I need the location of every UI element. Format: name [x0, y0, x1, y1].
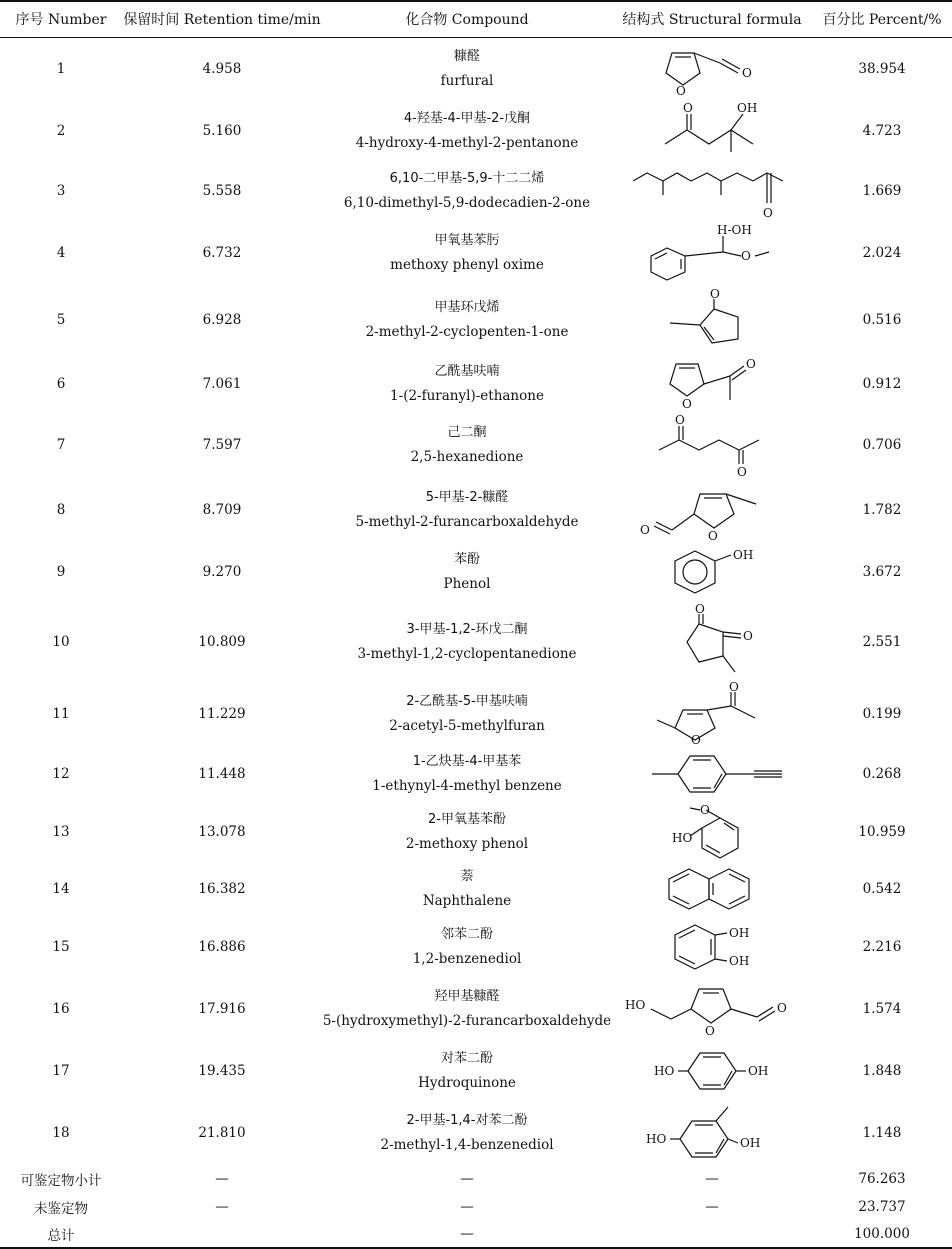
summary-structure [612, 1220, 812, 1248]
svg-text:HO: HO [646, 1132, 667, 1146]
structure-cell [612, 161, 812, 221]
svg-text:O: O [705, 1024, 715, 1038]
compound-name-en: 2-methyl-2-cyclopenten-1-one [365, 324, 569, 340]
compound-cell [322, 1041, 612, 1101]
compound-name-zh: 糠醛 [453, 49, 480, 65]
compound-name-en: 6,10-dimethyl-5,9-dodecadien-2-one [343, 195, 591, 211]
table-row [0, 161, 952, 221]
svg-text:O: O [742, 66, 752, 81]
compound-cell [322, 221, 612, 285]
retention-time: 7.061 [202, 376, 242, 392]
compound-cell [322, 37, 612, 101]
methylhydroquinone-structure-icon [622, 1103, 802, 1163]
row-number: 14 [52, 881, 70, 897]
svg-text:HO: HO [625, 998, 646, 1012]
compound-cell [322, 917, 612, 977]
table-row [0, 543, 952, 601]
table-row [0, 917, 952, 977]
table-row [0, 1101, 952, 1165]
compound-cell [322, 285, 612, 355]
retention-time: 16.382 [198, 881, 246, 897]
row-number: 12 [52, 766, 70, 782]
compound-name-zh: 4-羟基-4-甲基-2-戊酮 [403, 111, 531, 126]
compound-name-zh: 邻苯二酚 [440, 927, 493, 942]
table-row [0, 355, 952, 413]
table-row [0, 977, 952, 1041]
compound-name-zh: 1-乙炔基-4-甲基苯 [412, 754, 522, 769]
compound-cell [322, 745, 612, 803]
svg-text:O: O [743, 629, 753, 643]
ethynyltoluene-structure-icon [622, 748, 802, 800]
hydroquinone-structure-icon [632, 1043, 792, 1099]
retention-time: 9.270 [202, 564, 242, 580]
svg-text:O: O [700, 803, 710, 817]
structure-cell [612, 543, 812, 601]
header-index: 序号 Number [0, 1, 122, 37]
compound-cell [322, 803, 612, 861]
compound-cell [322, 413, 612, 477]
svg-text:O: O [737, 465, 747, 479]
svg-text:O: O [640, 523, 650, 537]
summary-label: 可鉴定物小计 [20, 1173, 102, 1189]
structure-cell [612, 861, 812, 917]
svg-text:O: O [708, 529, 718, 543]
row-number: 6 [56, 376, 66, 392]
hexanedione-structure-icon [637, 413, 787, 479]
row-number: 16 [52, 1001, 70, 1017]
svg-text:OH: OH [748, 1064, 769, 1078]
acetylfuran-structure-icon [642, 356, 782, 412]
structure-cell [612, 355, 812, 413]
compound-name-zh: 甲氧基苯肟 [434, 233, 500, 248]
furfural-structure-icon [642, 41, 782, 97]
compound-name-zh: 6,10-二甲基-5,9-十二二烯 [389, 171, 545, 186]
svg-text:OH: OH [733, 548, 754, 562]
summary-structure: — [705, 1171, 719, 1187]
summary-row [0, 1165, 952, 1193]
svg-text:H-OH: H-OH [717, 223, 752, 237]
compound-name-en: 2-methoxy phenol [405, 836, 529, 852]
compound-cell [322, 861, 612, 917]
hmf-structure-icon [617, 979, 807, 1039]
header-retention: 保留时间 Retention time/min [122, 1, 322, 37]
svg-text:O: O [763, 206, 773, 220]
compound-name-en: 2-acetyl-5-methylfuran [389, 718, 545, 734]
retention-time: 13.078 [198, 824, 246, 840]
compound-name-zh: 对苯二酚 [440, 1051, 493, 1066]
table-row [0, 37, 952, 101]
table-row [0, 413, 952, 477]
percent-value: 2.024 [862, 245, 902, 261]
table-row [0, 477, 952, 543]
compound-name-zh: 2-甲氧基苯酚 [428, 812, 506, 827]
table-row [0, 285, 952, 355]
table-row [0, 803, 952, 861]
compound-cell [322, 161, 612, 221]
summary-compound: — [460, 1198, 474, 1215]
header-compound: 化合物 Compound [322, 1, 612, 37]
compound-cell [322, 683, 612, 745]
table-row [0, 745, 952, 803]
row-number: 4 [56, 245, 66, 261]
cyclopentanedione-structure-icon [637, 604, 787, 680]
percent-value: 0.516 [862, 312, 902, 328]
svg-text:O: O [729, 680, 739, 694]
svg-text:O: O [683, 101, 693, 115]
compound-name-en: 3-methyl-1,2-cyclopentanedione [357, 646, 577, 662]
compound-name-en: 5-methyl-2-furancarboxaldehyde [355, 514, 579, 530]
percent-value: 0.912 [862, 376, 902, 392]
summary-percent: 100.000 [812, 1220, 952, 1248]
compound-cell [322, 1101, 612, 1165]
percent-value: 0.268 [862, 766, 902, 782]
retention-time: 19.435 [198, 1063, 246, 1079]
dodecadienone-structure-icon [627, 163, 797, 219]
structure-cell [612, 680, 812, 747]
svg-text:O: O [676, 84, 686, 99]
header-percent: 百分比 Percent/% [812, 1, 952, 37]
percent-value: 1.848 [862, 1063, 902, 1079]
percent-value: 1.782 [862, 502, 902, 518]
compound-cell [322, 543, 612, 601]
row-number: 15 [52, 939, 70, 955]
summary-label: 未鉴定物 [34, 1200, 88, 1217]
retention-time: 17.916 [198, 1001, 246, 1017]
summary-compound: — [460, 1171, 474, 1187]
row-number: 10 [52, 634, 70, 650]
retention-time: 5.160 [202, 123, 242, 139]
percent-value: 4.723 [862, 123, 902, 139]
summary-percent: 23.737 [858, 1198, 906, 1215]
percent-value: 1.574 [862, 1001, 902, 1017]
methylcyclopentenone-structure-icon [642, 289, 782, 351]
structure-cell [612, 977, 812, 1041]
row-number: 2 [56, 123, 66, 139]
summary-structure: — [705, 1198, 719, 1215]
percent-value: 1.669 [862, 183, 902, 199]
retention-time: 4.958 [202, 61, 242, 78]
retention-time: 6.928 [202, 312, 242, 328]
structure-cell [612, 413, 812, 477]
structure-cell [612, 803, 812, 861]
compound-name-zh: 2-甲基-1,4-对苯二酚 [406, 1113, 528, 1128]
retention-time: 7.597 [202, 437, 242, 453]
naphthalene-structure-icon [647, 863, 777, 915]
row-number: 11 [52, 706, 70, 722]
percent-value: 10.959 [858, 824, 906, 840]
compound-name-en: 2-methyl-1,4-benzenediol [380, 1137, 554, 1153]
retention-time: 10.809 [198, 634, 246, 650]
retention-time: 16.886 [198, 939, 246, 955]
percent-value: 2.551 [862, 634, 902, 650]
row-number: 1 [56, 61, 66, 78]
row-number: 9 [56, 564, 66, 580]
percent-value: 3.672 [862, 564, 902, 580]
guaiacol-structure-icon [642, 804, 782, 860]
structure-cell [612, 917, 812, 977]
compound-cell [322, 101, 612, 161]
svg-text:O: O [741, 249, 751, 263]
svg-text:OH: OH [740, 1136, 761, 1150]
table-row [0, 1041, 952, 1101]
summary-label: 总计 [0, 1220, 122, 1248]
structure-cell [612, 601, 812, 683]
header-row [0, 1, 952, 37]
percent-value: 1.148 [862, 1125, 902, 1141]
row-number: 8 [56, 502, 66, 518]
svg-text:HO: HO [654, 1064, 675, 1078]
compound-cell [322, 355, 612, 413]
row-number: 17 [52, 1063, 70, 1079]
compound-cell [322, 477, 612, 543]
hydroxy-pentanone-structure-icon [637, 102, 787, 160]
table-row [0, 861, 952, 917]
catechol-structure-icon [647, 919, 777, 975]
summary-compound: — [322, 1220, 612, 1248]
compound-cell [322, 601, 612, 683]
compound-name-zh: 乙酰基呋喃 [434, 364, 500, 379]
phenol-structure-icon [647, 545, 777, 599]
acetylmethylfuran-structure-icon [637, 680, 787, 747]
svg-text:O: O [695, 602, 705, 616]
structure-cell [612, 101, 812, 161]
summary-retention: — [215, 1171, 229, 1187]
structure-cell [612, 1101, 812, 1165]
structure-cell [612, 221, 812, 285]
compound-name-zh: 5-甲基-2-糠醛 [425, 490, 509, 505]
compound-name-en: Phenol [443, 576, 491, 592]
summary-retention: — [215, 1198, 229, 1215]
summary-row [0, 1193, 952, 1220]
row-number: 3 [56, 183, 66, 199]
percent-value: 0.706 [862, 437, 902, 453]
svg-text:HO: HO [672, 831, 693, 845]
compound-name-en: Hydroquinone [418, 1075, 516, 1091]
table-row [0, 101, 952, 161]
table-row [0, 221, 952, 285]
row-number: 5 [56, 312, 66, 328]
svg-text:OH: OH [737, 101, 758, 115]
svg-text:O: O [710, 287, 720, 301]
compound-name-zh: 3-甲基-1,2-环戊二酮 [406, 622, 528, 637]
structure-cell [612, 745, 812, 803]
compound-name-en: 5-(hydroxymethyl)-2-furancarboxaldehyde [322, 1013, 612, 1029]
compound-name-zh: 甲基环戊烯 [434, 300, 500, 315]
svg-text:O: O [691, 733, 701, 747]
summary-retention [122, 1220, 322, 1248]
compound-name-zh: 苯酚 [453, 552, 480, 567]
compound-name-en: Naphthalene [422, 893, 512, 909]
compound-name-en: furfural [440, 73, 494, 90]
compound-name-zh: 羟甲基糠醛 [434, 989, 500, 1004]
svg-text:OH: OH [729, 926, 750, 940]
summary-percent: 76.263 [858, 1171, 906, 1187]
compound-name-en: methoxy phenyl oxime [390, 257, 544, 273]
compound-name-en: 2,5-hexanedione [410, 449, 524, 465]
retention-time: 11.229 [198, 706, 246, 722]
percent-value: 38.954 [858, 61, 906, 78]
compound-name-en: 4-hydroxy-4-methyl-2-pentanone [355, 135, 579, 151]
structure-cell [612, 1041, 812, 1101]
row-number: 7 [56, 437, 66, 453]
compound-name-en: 1-(2-furanyl)-ethanone [390, 388, 544, 404]
percent-value: 0.199 [862, 706, 902, 722]
summary-row [0, 1220, 952, 1248]
table-row [0, 601, 952, 683]
percent-value: 0.542 [862, 881, 902, 897]
row-number: 18 [52, 1125, 70, 1141]
svg-text:O: O [675, 413, 685, 427]
structure-cell [612, 285, 812, 355]
row-number: 13 [52, 824, 70, 840]
methylfurfural-structure-icon [632, 480, 792, 543]
retention-time: 6.732 [202, 245, 242, 261]
structure-cell [612, 477, 812, 543]
retention-time: 5.558 [202, 183, 242, 199]
header-structure: 结构式 Structural formula [612, 1, 812, 37]
compound-name-zh: 2-乙酰基-5-甲基呋喃 [406, 694, 528, 709]
structure-cell [612, 37, 812, 101]
svg-text:O: O [777, 1001, 787, 1015]
percent-value: 2.216 [862, 939, 902, 955]
svg-text:O: O [682, 397, 692, 411]
compound-cell [322, 977, 612, 1041]
compound-name-en: 1,2-benzenediol [412, 951, 522, 967]
svg-text:O: O [746, 357, 756, 371]
compound-name-en: 1-ethynyl-4-methyl benzene [372, 778, 562, 794]
retention-time: 8.709 [202, 502, 242, 518]
retention-time: 11.448 [198, 766, 246, 782]
methoxy-phenyl-oxime-structure-icon [637, 222, 787, 284]
retention-time: 21.810 [198, 1125, 246, 1141]
svg-text:OH: OH [729, 954, 750, 968]
compound-name-zh: 己二酮 [447, 425, 487, 440]
table-row [0, 683, 952, 745]
compound-name-zh: 萘 [460, 869, 474, 884]
